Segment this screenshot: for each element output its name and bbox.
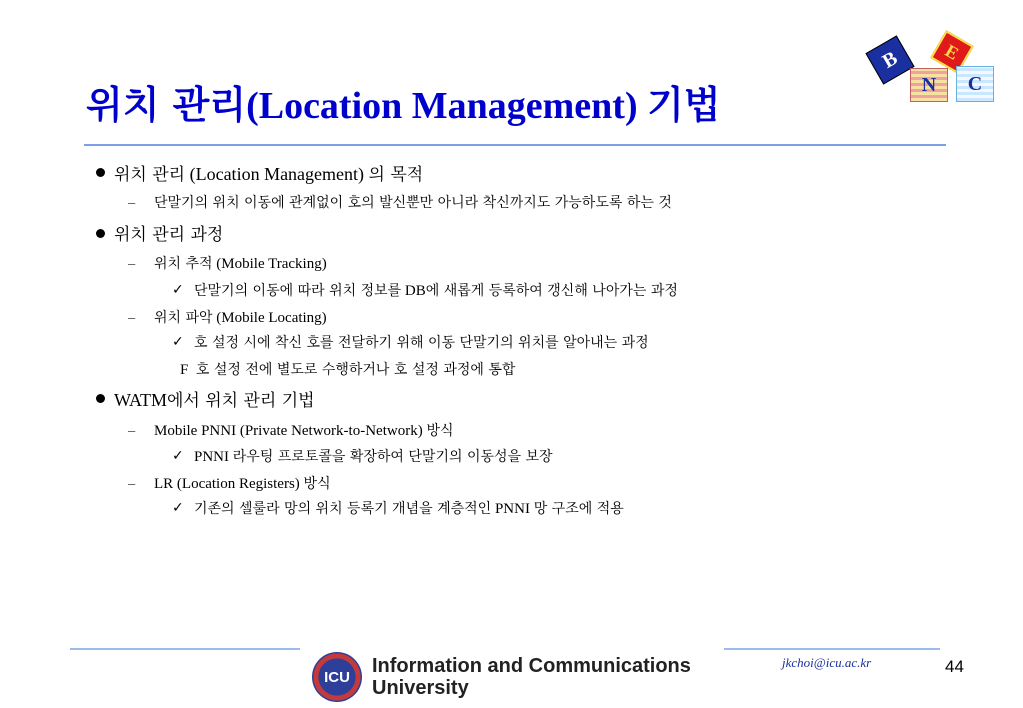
- bullet-item-13: 기존의 셀룰라 망의 위치 등록기 개념을 계층적인 PNNI 망 구조에 적용: [194, 501, 624, 517]
- bullet-item-6: 위치 파악 (Mobile Locating): [154, 310, 327, 326]
- check-marker: ✓: [172, 448, 184, 464]
- bullet-item-11: PNNI 라우팅 프로토콜을 확장하여 단말기의 이동성을 보장: [194, 449, 553, 465]
- bullet-item-12: LR (Location Registers) 방식: [154, 476, 331, 492]
- check-marker: ✓: [172, 500, 184, 516]
- bullet-item-1: 위치 관리 (Location Management) 의 목적: [114, 164, 424, 185]
- university-name: Information and Communications University: [372, 655, 691, 699]
- bullet-item-8: F 호 설정 전에 별도로 수행하거나 호 설정 과정에 통합: [180, 362, 516, 378]
- dash-marker: –: [128, 476, 136, 491]
- dash-marker: –: [128, 195, 136, 210]
- footer-divider-left: [70, 648, 300, 650]
- bullet-item-9: WATM에서 위치 관리 기법: [114, 390, 315, 411]
- check-marker: ✓: [172, 334, 184, 350]
- logo-block-c: C: [956, 66, 994, 102]
- dash-marker: –: [128, 256, 136, 271]
- footer-divider-right: [724, 648, 940, 650]
- icu-seal-logo: ICU: [312, 652, 362, 702]
- title-divider: [84, 144, 946, 146]
- logo-block-n: N: [910, 68, 948, 102]
- bullet-item-5: 단말기의 이동에 따라 위치 정보를 DB에 새롭게 등록하여 갱신해 나아가는 과정: [194, 283, 678, 299]
- bullet-dot: [96, 394, 105, 403]
- title-korean: 위치 관리: [86, 83, 247, 127]
- bullet-item-10: Mobile PNNI (Private Network-to-Network) 방식: [154, 423, 454, 439]
- slide-title: [86, 80, 721, 131]
- bnec-logo: [860, 30, 1000, 110]
- dash-marker: –: [128, 423, 136, 438]
- logo-block-e: E: [930, 30, 974, 74]
- bullet-dot: [96, 229, 105, 238]
- title-english: (Location Management) 기법: [246, 85, 721, 127]
- bullet-item-2: 단말기의 위치 이동에 관계없이 호의 발신뿐만 아니라 착신까지도 가능하도록 하는 것: [154, 195, 672, 211]
- dash-marker: –: [128, 310, 136, 325]
- check-marker: ✓: [172, 282, 184, 298]
- bullet-dot: [96, 168, 105, 177]
- f-marker: F: [180, 362, 189, 378]
- bullet-item-3: 위치 관리 과정: [114, 225, 224, 245]
- bullet-item-4: 위치 추적 (Mobile Tracking): [154, 256, 327, 272]
- bullet-item-7: 호 설정 시에 착신 호를 전달하기 위해 이동 단말기의 위치를 알아내는 과정: [194, 335, 649, 351]
- author-email: jkchoi@icu.ac.kr: [782, 655, 872, 670]
- page-number: 44: [945, 657, 964, 676]
- logo-block-b: B: [865, 35, 914, 84]
